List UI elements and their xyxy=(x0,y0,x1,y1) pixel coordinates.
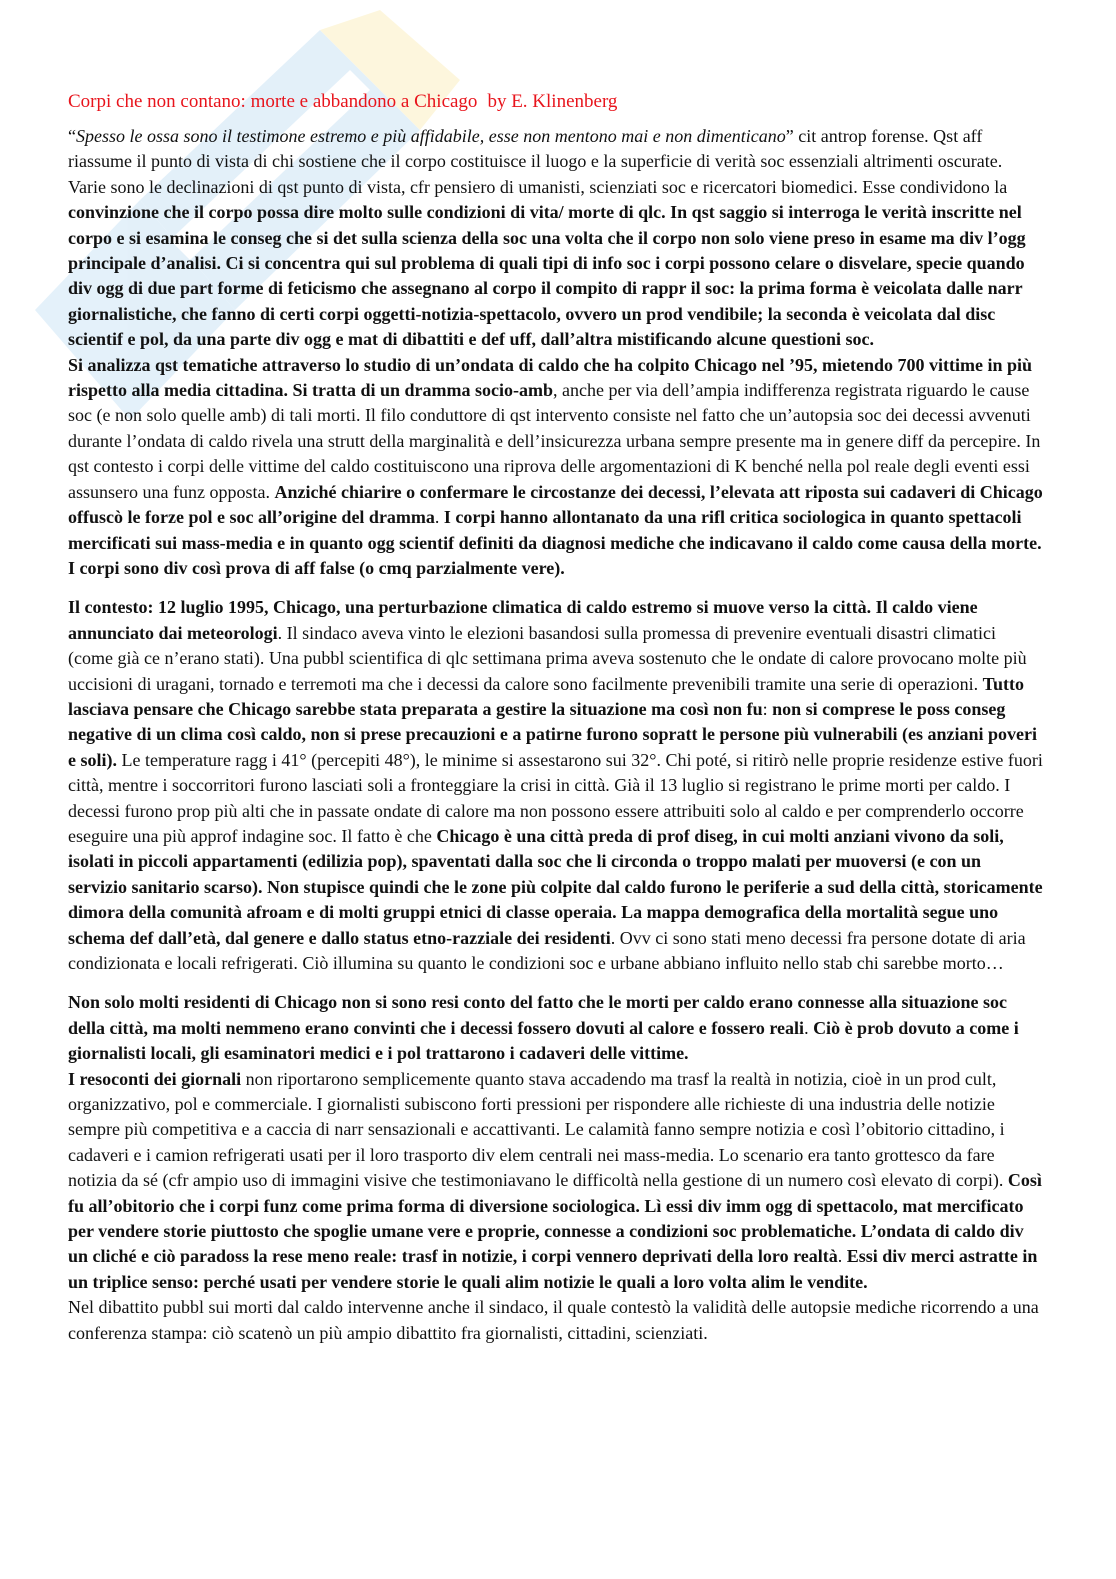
text-run: . xyxy=(804,1017,814,1038)
text-run: . xyxy=(837,1246,847,1267)
text-run: Spesso le ossa sono il testimone estremo e più affidabile, esse non mentono mai e non dimenticano xyxy=(76,126,786,146)
text-run: I corpi hanno allontanato da una rifl critica sociologica in quanto spettacoli mercificati sui mass-media e in quanto ogg scientif definiti da diagnosi mediche che indicavano il caldo come causa della morte. I corpi sono div così prova di aff false (o cmq parzialmente vere). xyxy=(68,507,1042,578)
text-run: Le temperature ragg i 41° (percepiti 48°), le minime si assestarono sui 32°. Chi poté, si ritirò nelle proprie residenze estive fuori città, mentre i soccorritori furono lasciati soli a fronteggiare la crisi in città. Già il 13 luglio si registrano le prime morti per caldo. I decessi furono prop più alti che in passate ondate di calore ma non possono essere attribuiti solo al caldo e per comprenderlo occorre eseguire una più approf indagine soc. Il fatto è che xyxy=(68,749,1043,846)
paragraph xyxy=(68,595,1043,976)
text-run: Anziché chiarire o confermare le circostanze dei decessi, l’elevata att riposta sui cadaveri di Chicago offuscò le forze pol e soc all’origine del dramma xyxy=(68,481,1043,528)
document-page xyxy=(68,88,1043,1346)
text-run: : xyxy=(762,698,773,719)
paragraph xyxy=(68,1295,1043,1346)
text-run: Essi div merci astratte in un triplice senso: perché usati per vendere storie le quali alim notizie le quali a loro volta alim le vendite. xyxy=(68,1246,1038,1292)
text-run: Si analizza qst tematiche attraverso lo studio di un’ondata di caldo che ha colpito Chicago nel ’95, mietendo 700 vittime in più rispetto alla media cittadina. Si tratta di un dramma socio-amb xyxy=(68,354,1033,401)
text-run: ” cit antrop forense. Qst aff riassume il punto di vista di chi sostiene che il corpo costituisce il luogo e la superficie di verità soc essenziali altrimenti oscurate. Varie sono le declinazioni di qst punto di vista, cfr pensiero di umanisti, scienziati soc e ricercatori biomedici. Esse condividono la xyxy=(68,126,1008,197)
text-run: Non solo molti residenti di Chicago non si sono resi conto del fatto che le morti per caldo erano connesse alla situazione soc della città, ma molti nemmeno erano convinti che i decessi fossero dovuti al calore e fossero reali xyxy=(68,992,1007,1038)
document-author: by E. Klinenberg xyxy=(487,91,618,112)
text-run: . Ovv ci sono stati meno decessi fra persone dotate di aria condizionata e locali refrigerati. Ciò illumina su quanto le condizioni soc e urbane abbiano influito nello stab chi sarebbe morto… xyxy=(68,927,1026,973)
paragraph xyxy=(68,353,1043,582)
text-run: Ciò è prob dovuto a come i giornalisti locali, gli esaminatori medici e i pol trattarono i cadaveri delle vittime. xyxy=(68,1017,1019,1064)
text-run: I resoconti dei giornali xyxy=(68,1068,242,1089)
text-run: . Il sindaco aveva vinto le elezioni basandosi sulla promessa di prevenire eventuali disastri climatici (come già ce n’erano stati). Una pubbl scientifica di qlc settimana prima aveva sostenuto che le ondate di calore provocano molte più uccisioni di uragani, tornado e terremoti ma che i decessi da calore sono facilmente prevenibili tramite una serie di operazioni. xyxy=(68,622,1027,694)
document-title-line xyxy=(68,88,1043,116)
text-run: Nel dibattito pubbl sui morti dal caldo intervenne anche il sindaco, il quale contestò la validità delle autopsie mediche ricorrendo a una conferenza stampa: ciò scatenò un più ampio dibattito fra giornalisti, cittadini, scienziati. xyxy=(68,1297,1039,1343)
text-run: non riportarono semplicemente quanto stava accadendo ma trasf la realtà in notizia, cioè in un prod cult, organizzativo, pol e commerciale. I giornalisti subiscono forti pressioni per rispondere alle richieste di una industria delle notizie sempre più competitiva e a caccia di narr sensazionali e accattivanti. Le calamità fanno sempre notizia e così l’obitorio cittadino, i cadaveri e i camion refrigerati usati per il loro trasporto div elem centrali nei mass-media. Lo scenario era tanto grottesco da fare notizia da sé (cfr ampio uso di immagini visive che testimoniavano le difficoltà nella gestione di un numero così elevato di corpi). xyxy=(68,1068,1008,1191)
text-run: Il contesto: 12 luglio 1995, Chicago, una perturbazione climatica di caldo estremo si muove verso la città. Il caldo viene annunciato dai meteorologi xyxy=(68,597,978,643)
document-title: Corpi che non contano: morte e abbandono a Chicago xyxy=(68,91,478,112)
text-run: convinzione che il corpo possa dire molto sulle condizioni di vita/ morte di qlc. In qst saggio si interroga le verità inscritte nel corpo e si esamina le conseg che si det sulla scienza della soc una volta che il corpo non solo viene preso in esame ma div l’ogg principale d’analisi. Ci si concentra qui sul problema di quali tipi di info soc i corpi possono celare o disvelare, specie quando div ogg di due part forme di feticismo che assegnano al corpo il compito di rappr il soc: la prima forma è veicolata dalle narr giornalistiche, che fanno di certi corpi oggetti-notizia-spettacolo, ovvero un prod vendibile; la seconda è veicolata dal disc scientif e pol, da una parte div ogg e mat di dibattiti e def uff, dall’altra mistificando alcune questioni soc. xyxy=(68,202,1026,350)
text-run: , anche per via dell’ampia indifferenza registrata riguardo le cause soc (e non solo quelle amb) di tali morti. Il filo conduttore di qst intervento consiste nel fatto che un’autopsia soc dei decessi avvenuti durante l’ondata di caldo rivela una strutt della marginalità e dell’insicurezza urbana sempre presente ma in genere diff da percepire. In qst contesto i corpi delle vittime del caldo costituiscono una riprova delle argomentazioni di K benché nella pol reale degli eventi essi assunsero una funz opposta. xyxy=(68,380,1041,502)
paragraph xyxy=(68,1067,1043,1296)
text-run: Così fu all’obitorio che i corpi funz come prima forma di diversione sociologica. Lì essi div imm ogg di spettacolo, mat mercificato per vendere storie piuttosto che spoglie umane vere e proprie, connesse a condizioni soc problematiche. L’ondata di caldo div un cliché e ciò paradoss la rese meno reale: trasf in notizie, i corpi vennero deprivati della loro realtà xyxy=(68,1170,1042,1267)
text-run: Tutto lasciava pensare che Chicago sarebbe stata preparata a gestire la situazione ma così non fu xyxy=(68,673,1025,719)
text-run: “ xyxy=(68,126,76,146)
text-run: Chicago è una città preda di prof diseg, in cui molti anziani vivono da soli, isolati in piccoli appartamenti (edilizia pop), spaventati dalla soc che li circonda o troppo malati per muoversi (e con un servizio sanitario scarso). Non stupisce quindi che le zone più colpite dal caldo furono le periferie a sud della città, storicamente dimora della comunità afroam e di molti gruppi etnici di classe operaia. La mappa demografica della mortalità segue uno schema def dall’età, dal genere e dallo status etno-razziale dei residenti xyxy=(68,825,1043,948)
text-run: non si comprese le poss conseg negative di un clima così caldo, non si prese precauzioni e a patirne furono sopratt le persone più vulnerabili (es anziani poveri e soli). xyxy=(68,698,1038,770)
paragraph xyxy=(68,124,1043,353)
text-run: . xyxy=(434,507,444,528)
paragraph xyxy=(68,990,1043,1066)
